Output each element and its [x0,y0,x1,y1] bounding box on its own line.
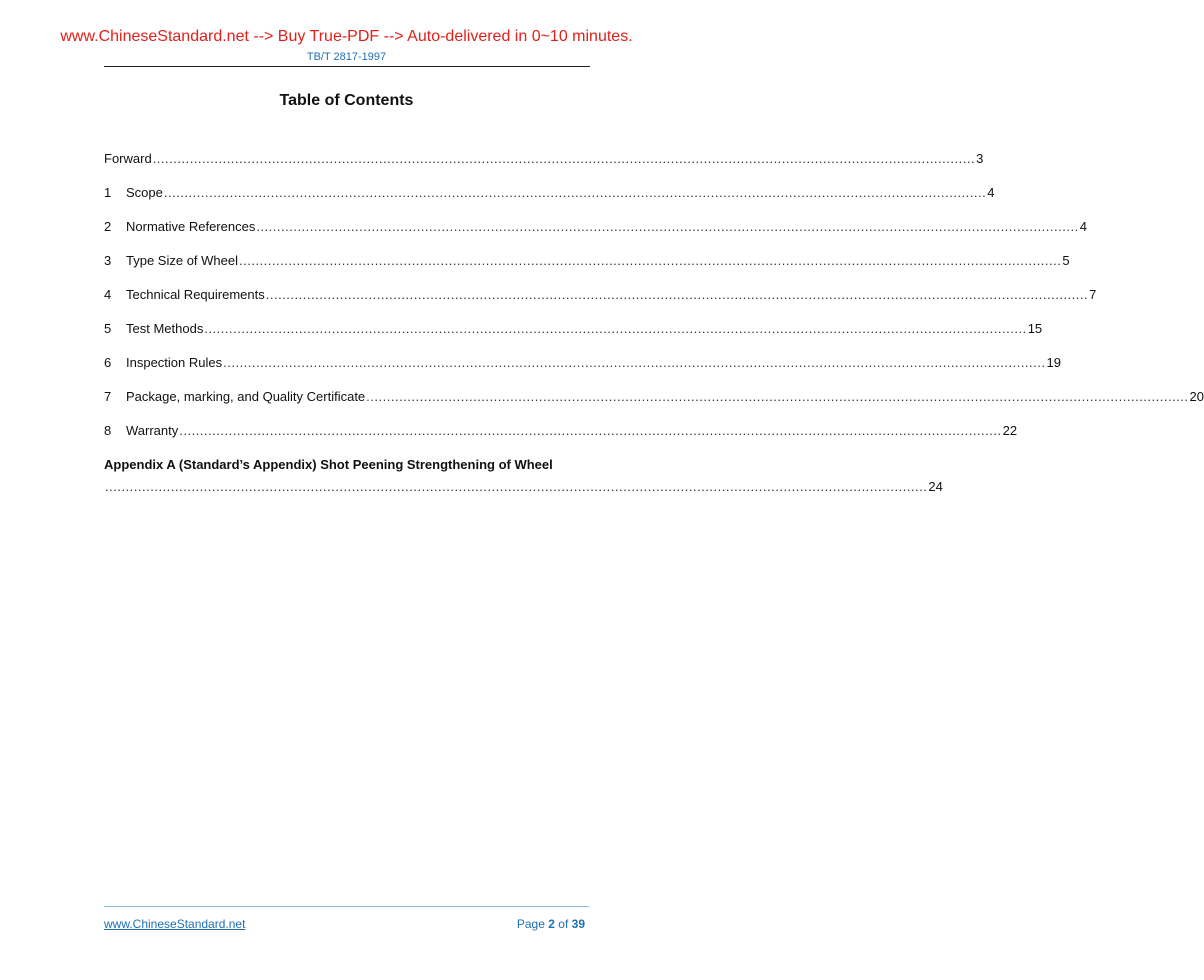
toc-entry-number: 3 [104,253,112,268]
promo-banner[interactable]: www.ChineseStandard.net --> Buy True-PDF --> Auto-delivered in 0~10 minutes. [60,28,633,45]
toc-entry-page: 22 [1002,423,1018,438]
toc-entry-page: 24 [928,479,943,494]
toc-entry-label: Forward [104,151,152,166]
toc-entry-page: 4 [987,185,995,200]
page-of: of [558,917,569,931]
toc-entry-number: 6 [104,355,112,370]
toc-entry-technical-requirements[interactable] [104,287,1097,321]
toc-entry-label: Package, marking, and Quality Certificate [126,389,366,404]
toc-leader-dots: ........................................................................................................................................................................................................ [105,479,928,494]
toc-entry-label: Test Methods [126,321,204,336]
toc-entry-number: 1 [104,185,112,200]
toc-leader-dots: ........................................................................................................................................................................................................ [239,253,1062,268]
toc-entry-label: Inspection Rules [126,355,223,370]
table-of-contents [104,151,1204,513]
total-pages: 39 [571,917,585,931]
toc-entry-type-size[interactable] [104,253,1070,287]
toc-entry-test-methods[interactable] [104,321,1043,355]
toc-leader-dots: ........................................................................................................................................................................................................ [265,287,1089,302]
toc-entry-page: 15 [1027,321,1043,336]
toc-leader-dots: ........................................................................................................................................................................................................ [179,423,1002,438]
current-page-number: 2 [548,917,555,931]
toc-entry-page: 3 [976,151,984,166]
page-prefix: Page [516,917,545,931]
toc-entry-number: 4 [104,287,112,302]
toc-entry-package-marking[interactable] [104,389,1204,423]
toc-entry-warranty[interactable] [104,423,1018,457]
toc-entry-page: 7 [1089,287,1097,302]
toc-entry-scope[interactable] [104,185,995,219]
toc-entry-number: 7 [104,389,112,404]
toc-entry-page: 20 [1189,389,1204,404]
toc-entry-page: 19 [1046,355,1061,370]
toc-entry-forward[interactable] [104,151,984,185]
toc-leader-dots: ........................................................................................................................................................................................................ [256,219,1079,234]
toc-leader-dots: ........................................................................................................................................................................................................ [204,321,1027,336]
toc-entry-number: 8 [104,423,112,438]
toc-leader-dots: ........................................................................................................................................................................................................ [223,355,1046,370]
toc-entry-normative-references[interactable] [104,219,1087,253]
page-title: Table of Contents [279,92,414,109]
toc-entry-appendix[interactable] [104,479,943,513]
toc-appendix-title[interactable]: Appendix A (Standard’s Appendix) Shot Peening Strengthening of Wheel [104,457,553,472]
footer-website-link[interactable]: www.ChineseStandard.net [104,917,246,931]
toc-leader-dots: ........................................................................................................................................................................................................ [366,389,1189,404]
toc-entry-inspection-rules[interactable] [104,355,1061,389]
document-number: TB/T 2817-1997 [306,51,387,63]
toc-entry-label: Scope [126,185,163,200]
toc-entry-label: Technical Requirements [126,287,265,302]
toc-leader-dots: ........................................................................................................................................................................................................ [163,185,987,200]
page-indicator [517,917,585,931]
footer-divider [104,906,589,907]
toc-entry-label: Type Size of Wheel [126,253,238,268]
toc-entry-page: 4 [1079,219,1087,234]
toc-entry-number: 5 [104,321,112,336]
toc-leader-dots: ........................................................................................................................................................................................................ [152,151,976,166]
toc-entry-label: Normative References [126,219,256,234]
toc-entry-number: 2 [104,219,112,234]
header-divider [104,66,590,67]
toc-entry-page: 5 [1062,253,1070,268]
toc-entry-label: Warranty [126,423,179,438]
